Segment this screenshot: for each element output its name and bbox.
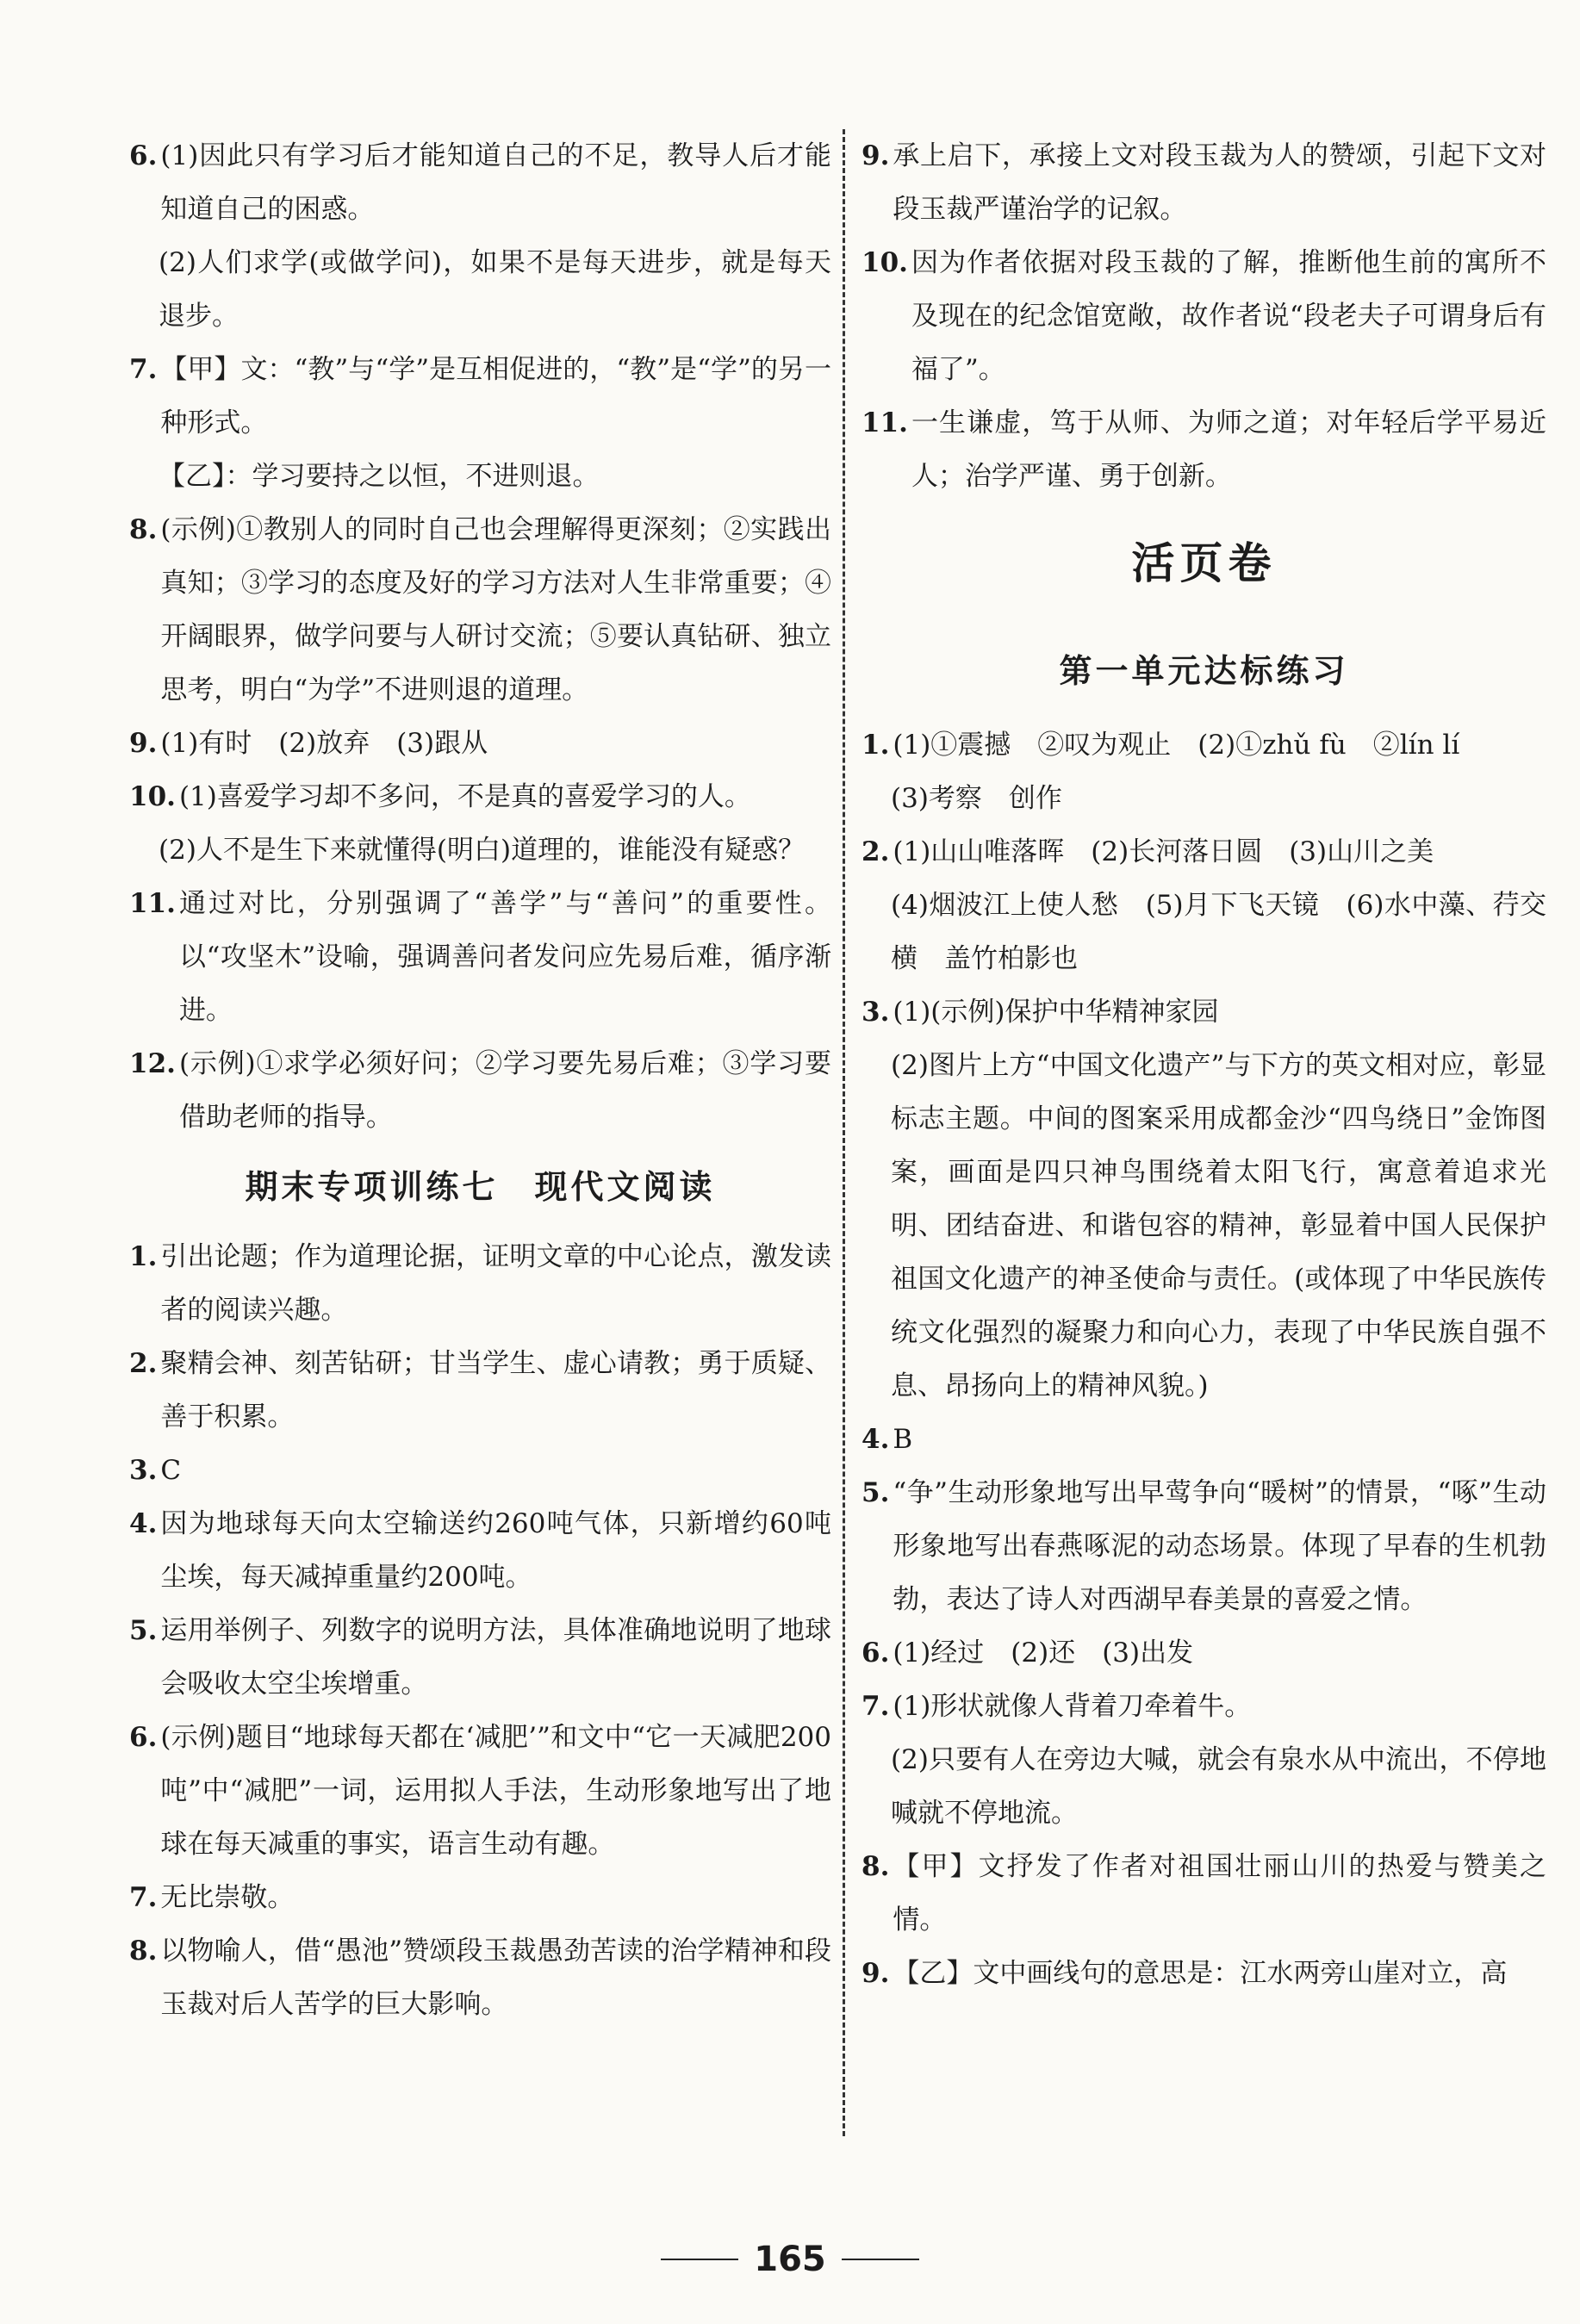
answer-item xyxy=(862,1626,1546,1680)
answer-subtext: (2)图片上方“中国文化遗产”与下方的英文相对应，彰显标志主题。中间的图案采用成都金沙“四鸟绕日”金饰图案，画面是四只神鸟围绕着太阳飞行，寓意着追求光明、团结奋进、和谐包容的精神，彰显着中国人民保护祖国文化遗产的神圣使命与责任。(或体现了中华民族传统文化强烈的凝聚力和向心力，表现了中华民族自强不息、昂扬向上的精神风貌。) xyxy=(891,1050,1546,1401)
answer-number: 10. xyxy=(129,781,176,812)
answer-number: 7. xyxy=(862,1691,890,1722)
answer-item xyxy=(129,877,831,1037)
answer-text: (1)山山唯落晖 (2)长河落日圆 (3)山川之美 xyxy=(893,836,1434,867)
answer-item xyxy=(129,1037,831,1144)
answer-number: 2. xyxy=(129,1348,158,1379)
footer-rule-right xyxy=(842,2259,919,2260)
footer-rule-left xyxy=(661,2259,738,2260)
answer-text: (示例)①教别人的同时自己也会理解得更深刻；②实践出真知；③学习的态度及好的学习方法对人生非常重要；④开阔眼界，做学问要与人研讨交流；⑤要认真钻研、独立思考，明白“为学”不进则退的道理。 xyxy=(160,514,831,705)
answer-text: 运用举例子、列数字的说明方法，具体准确地说明了地球会吸收太空尘埃增重。 xyxy=(160,1615,831,1700)
answer-text: (1)(示例)保护中华精神家园 xyxy=(893,997,1219,1028)
answer-item xyxy=(129,1871,831,1924)
answer-list-left-bottom xyxy=(129,1230,831,2031)
answer-number: 3. xyxy=(129,1455,158,1486)
page-footer xyxy=(0,2240,1580,2279)
answer-text: (示例)①求学必须好问；②学习要先易后难；③学习要借助老师的指导。 xyxy=(178,1048,831,1133)
answer-item xyxy=(129,1230,831,1337)
answer-item xyxy=(129,717,831,770)
answer-item xyxy=(129,503,831,717)
answer-number: 6. xyxy=(129,1722,158,1753)
answer-number: 9. xyxy=(862,1958,890,1989)
answer-number: 8. xyxy=(129,1936,158,1967)
answer-text: 聚精会神、刻苦钻研；甘当学生、虚心请教；勇于质疑、善于积累。 xyxy=(160,1348,831,1432)
answer-number: 10. xyxy=(862,247,908,278)
answer-item xyxy=(129,343,831,503)
answer-text: (1)喜爱学习却不多问，不是真的喜爱学习的人。 xyxy=(178,781,751,812)
answer-text: (1)①震撼 ②叹为观止 (2)①zhǔ fù ②lín lí xyxy=(893,730,1460,761)
answer-text: (1)形状就像人背着刀牵着牛。 xyxy=(893,1691,1252,1722)
answer-number: 11. xyxy=(129,888,176,919)
answer-number: 12. xyxy=(129,1048,176,1079)
answer-subtext: (3)考察 创作 xyxy=(891,783,1062,814)
answer-text: 因为作者依据对段玉裁的了解，推断他生前的寓所不及现在的纪念馆宽敞，故作者说“段老夫子可谓身后有福了”。 xyxy=(911,247,1546,385)
answer-text: (1)经过 (2)还 (3)出发 xyxy=(893,1637,1194,1668)
answer-subtext: 【乙】：学习要持之以恒，不进则退。 xyxy=(159,461,600,492)
answer-text: 【乙】文中画线句的意思是：江水两旁山崖对立，高 xyxy=(893,1958,1508,1989)
answer-list-right-bottom xyxy=(862,718,1546,2000)
answer-text: 【甲】文：“教”与“学”是互相促进的，“教”是“学”的另一种形式。 xyxy=(160,354,831,438)
answer-text: 【甲】文抒发了作者对祖国壮丽山川的热爱与赞美之情。 xyxy=(893,1851,1546,1936)
answer-subtext: (4)烟波江上使人愁 (5)月下飞天镜 (6)水中藻、荇交横 盖竹柏影也 xyxy=(891,890,1546,974)
answer-number: 7. xyxy=(129,354,158,385)
answer-number: 2. xyxy=(862,836,890,867)
answer-text: 通过对比，分别强调了“善学”与“善问”的重要性。以“攻坚木”设喻，强调善问者发问应先易后难，循序渐进。 xyxy=(178,888,831,1026)
section-title-unit: 第一单元达标练习 xyxy=(1059,652,1349,690)
answer-number: 3. xyxy=(862,997,890,1028)
answer-text: 无比崇敬。 xyxy=(160,1882,295,1913)
answer-number: 5. xyxy=(862,1477,890,1508)
answer-text: (1)因此只有学习后才能知道自己的不足，教导人后才能知道自己的困惑。 xyxy=(160,140,831,225)
answer-number: 6. xyxy=(862,1637,890,1668)
answer-text: 一生谦虚，笃于从师、为师之道；对年轻后学平易近人；治学严谨、勇于创新。 xyxy=(911,407,1546,492)
answer-item xyxy=(129,1444,831,1497)
answer-item xyxy=(862,396,1546,503)
answer-item xyxy=(129,129,831,343)
answer-item xyxy=(129,1497,831,1604)
answer-number: 4. xyxy=(862,1424,890,1455)
answer-number: 6. xyxy=(129,140,158,171)
left-column xyxy=(129,129,831,2031)
answer-item xyxy=(862,1947,1546,2000)
answer-item xyxy=(129,770,831,877)
answer-list-right-top xyxy=(862,129,1546,503)
answer-text: 以物喻人，借“愚池”赞颂段玉裁愚劲苦读的治学精神和段玉裁对后人苦学的巨大影响。 xyxy=(160,1936,831,2020)
answer-text: B xyxy=(893,1424,913,1455)
right-column xyxy=(862,129,1546,2000)
answer-item xyxy=(129,1924,831,2031)
answer-number: 1. xyxy=(862,730,890,761)
section-title-huoye: 活页卷 xyxy=(1131,538,1277,588)
answer-number: 8. xyxy=(129,514,158,545)
answer-list-left-top xyxy=(129,129,831,1144)
answer-item xyxy=(862,1840,1546,1947)
answer-item xyxy=(862,129,1546,236)
answer-number: 11. xyxy=(862,407,908,438)
answer-text: 承上启下，承接上文对段玉裁为人的赞颂，引起下文对段玉裁严谨治学的记叙。 xyxy=(893,140,1546,225)
answer-item xyxy=(862,1413,1546,1466)
answer-number: 9. xyxy=(129,728,158,759)
answer-number: 1. xyxy=(129,1241,158,1272)
answer-text: 因为地球每天向太空输送约260吨气体，只新增约60吨尘埃，每天减掉重量约200吨。 xyxy=(160,1508,831,1593)
answer-item xyxy=(862,1466,1546,1626)
answer-item xyxy=(862,718,1546,825)
answer-item xyxy=(862,1680,1546,1840)
answer-text: 引出论题；作为道理论据，证明文章的中心论点，激发读者的阅读兴趣。 xyxy=(160,1241,831,1326)
column-divider xyxy=(843,129,845,2136)
answer-item xyxy=(129,1604,831,1711)
answer-number: 4. xyxy=(129,1508,158,1539)
page-number: 165 xyxy=(754,2240,826,2279)
section-title-qimo: 期末专项训练七 现代文阅读 xyxy=(245,1168,716,1206)
answer-text: (1)有时 (2)放弃 (3)跟从 xyxy=(160,728,488,759)
answer-text: “争”生动形象地写出早莺争向“暖树”的情景，“啄”生动形象地写出春燕啄泥的动态场景。体现了早春的生机勃勃，表达了诗人对西湖早春美景的喜爱之情。 xyxy=(893,1477,1546,1615)
answer-item xyxy=(129,1337,831,1444)
answer-number: 8. xyxy=(862,1851,890,1882)
answer-item xyxy=(862,985,1546,1413)
answer-number: 5. xyxy=(129,1615,158,1646)
answer-text: (示例)题目“地球每天都在‘减肥’”和文中“它一天减肥200吨”中“减肥”一词，运用拟人手法，生动形象地写出了地球在每天减重的事实，语言生动有趣。 xyxy=(160,1722,831,1860)
answer-number: 7. xyxy=(129,1882,158,1913)
answer-item xyxy=(129,1711,831,1871)
answer-item xyxy=(862,825,1546,985)
answer-item xyxy=(862,236,1546,396)
answer-subtext: (2)人们求学(或做学问)，如果不是每天进步，就是每天退步。 xyxy=(159,247,831,332)
answer-subtext: (2)只要有人在旁边大喊，就会有泉水从中流出，不停地喊就不停地流。 xyxy=(891,1744,1546,1829)
answer-subtext: (2)人不是生下来就懂得(明白)道理的，谁能没有疑惑？ xyxy=(159,835,806,866)
answer-text: C xyxy=(160,1455,182,1486)
answer-number: 9. xyxy=(862,140,890,171)
